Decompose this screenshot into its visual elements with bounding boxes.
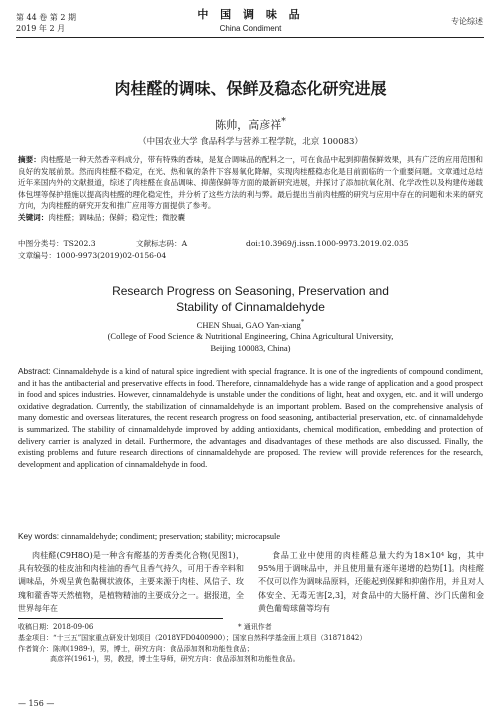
footnote-fund: 基金项目：“十三五”国家重点研发计划项目（2018YFD0400900）；国家自然科学基金面上项目（31871842）	[18, 633, 367, 642]
abstract-cn-text: 肉桂醛是一种天然香辛料成分，带有特殊的香味，是复合调味品的配料之一，可在食品中起到抑菌保鲜效果，具有广泛的应用范围和良好的发展前景。然而肉桂醛不稳定，在光、热和氧的条件下容易氧化降解，实现肉桂醛稳态化是目前面临的一个重要问题。文章通过总结近年来国内外的文献报道，综述了肉桂醛在食品调味、抑菌保鲜等方面的最新研究进展，并探讨了添加抗氧化剂、化学改性以及构建传递载体包埋等保护措施以提高肉桂醛的理化稳定性，并分析了这些方法的利与弊。最后提出当前肉桂醛的研究与应用中存在的问题和未来的研究方向，为肉桂醛的研究开发和推广应用等方面提供了参考。	[18, 155, 483, 210]
footnote-divider	[18, 618, 223, 619]
journal-name-cn: 中 国 调 味 品	[197, 8, 304, 21]
body-column-left: 肉桂醛(C9H8O)是一种含有醛基的芳香类化合物(见图1)，具有较强的桂皮油和肉桂油的香气且香气持久，可用于香辛料和调味品，外观呈黄色黏稠状液体，主要来源于肉桂、风信子、玫瑰和藿香等天然植物，是植物精油的主要成分之一。据报道，全世界每年在	[18, 551, 244, 613]
footnote-author1: 作者简介：陈帅(1989-)，男，博士，研究方向：食品添加剂和功能性食品；	[18, 644, 254, 653]
affiliation-en-line2: Beijing 100083, China)	[210, 343, 291, 353]
issue-date: 2019 年 2 月	[16, 24, 66, 33]
volume-issue: 第 44 卷 第 2 期	[16, 13, 76, 22]
paper-title-en-line1: Research Progress on Seasoning, Preservation and	[112, 284, 389, 298]
article-no-label: 文章编号：	[18, 251, 56, 260]
footnote-author2: 高彦祥(1961-)，男，教授，博士生导师，研究方向：食品添加剂和功能性食品。	[50, 655, 300, 664]
column-label: 专论综述	[451, 17, 483, 26]
keywords-en-text: cinnamaldehyde; condiment; preservation; stability; microcapsule	[61, 532, 281, 541]
classification-line	[18, 238, 483, 250]
affiliation-en-line1: (College of Food Science & Nutritional Engineering, China Agricultural University,	[107, 331, 394, 341]
footnotes	[18, 622, 488, 665]
paper-title-cn: 肉桂醛的调味、保鲜及稳态化研究进展	[114, 79, 387, 98]
affiliation-en	[0, 330, 501, 354]
body-column-right: 食品工业中使用的肉桂醛总量大约为18×10⁴ kg，其中95%用于调味品中，并且使用量有逐年递增的趋势[1]。肉桂醛不仅可以作为调味品原料，还能起到保鲜和抑菌作用，并且对人体安全、无毒无害[2,3]，对食品中的大肠杆菌、沙门氏菌和金黄色葡萄球菌等均有	[258, 551, 484, 613]
authors-en	[0, 318, 501, 330]
doc-code-label: 文献标志码：	[136, 239, 182, 248]
journal-masthead	[0, 6, 501, 33]
article-no-value: 1000-9973(2019)02-0156-04	[55, 251, 167, 260]
authors-cn-names: 陈帅，高彦祥	[215, 118, 282, 132]
abstract-cn-label: 摘要：	[18, 155, 41, 164]
footnote-received: 收稿日期：2018-09-06	[18, 623, 94, 631]
authors-cn	[0, 116, 501, 133]
keywords-cn	[18, 212, 483, 224]
abstract-en-text: Cinnamaldehyde is a kind of natural spice ingredient with special fragrance. It is one of the ingredients of compound condiment, and it has the antibacterial and preservative effects in food. Therefore, cinnamaldehyde has a wide range of application and a good prospect in food and spices industries. However, cinnamaldehyde is unstable under the conditions of light, heat and oxygen, etc. and it will undergo oxidative degradation. Currently, the stabilization of cinnamaldehyde is an important problem. Based on the comprehensive analysis of many domestic and overseas literatures, the recent research progress on food seasoning, antibacterial preservation, etc. of cinnamaldehyde is summarized. The stability of cinnamaldehyde improved by adding antioxidants, chemical modification, embedding and protection of delivery carrier is analyzed in detail. Furthermore, the advantages and disadvantages of these methods are also discussed. Finally, the existing problems and future research directions of cinnamaldehyde are proposed. The review will provide references for the research, development and application of cinnamaldehyde in food.	[18, 367, 484, 469]
corresponding-mark-en: *	[300, 318, 305, 326]
header-divider	[16, 37, 484, 38]
corresponding-mark-cn: *	[281, 116, 286, 127]
affiliation-cn: （中国农业大学 食品科学与营养工程学院，北京 100083）	[138, 137, 363, 147]
abstract-cn	[18, 154, 483, 223]
clc-value: TS202.3	[63, 239, 96, 248]
abstract-en-label: Abstract:	[18, 366, 51, 376]
keywords-cn-text: 肉桂醛；调味品；保鲜；稳定性；微胶囊	[48, 212, 186, 222]
doi: doi:10.3969/j.issn.1000-9973.2019.02.035	[246, 239, 409, 248]
abstract-en	[18, 366, 483, 470]
keywords-en	[18, 531, 483, 541]
keywords-cn-label: 关键词：	[18, 212, 49, 222]
paper-title-en-line2: Stability of Cinnamaldehyde	[176, 300, 325, 314]
footnote-corresponding: * 通讯作者	[238, 623, 272, 631]
article-number-line	[18, 250, 483, 262]
page-number: — 156 —	[18, 699, 55, 708]
authors-en-names: CHEN Shuai, GAO Yan-xiang	[196, 319, 301, 330]
clc-label: 中图分类号：	[18, 239, 64, 248]
keywords-en-label: Key words:	[18, 531, 60, 541]
journal-name-en: China Condiment	[219, 24, 282, 33]
doc-code-value: A	[181, 239, 188, 248]
